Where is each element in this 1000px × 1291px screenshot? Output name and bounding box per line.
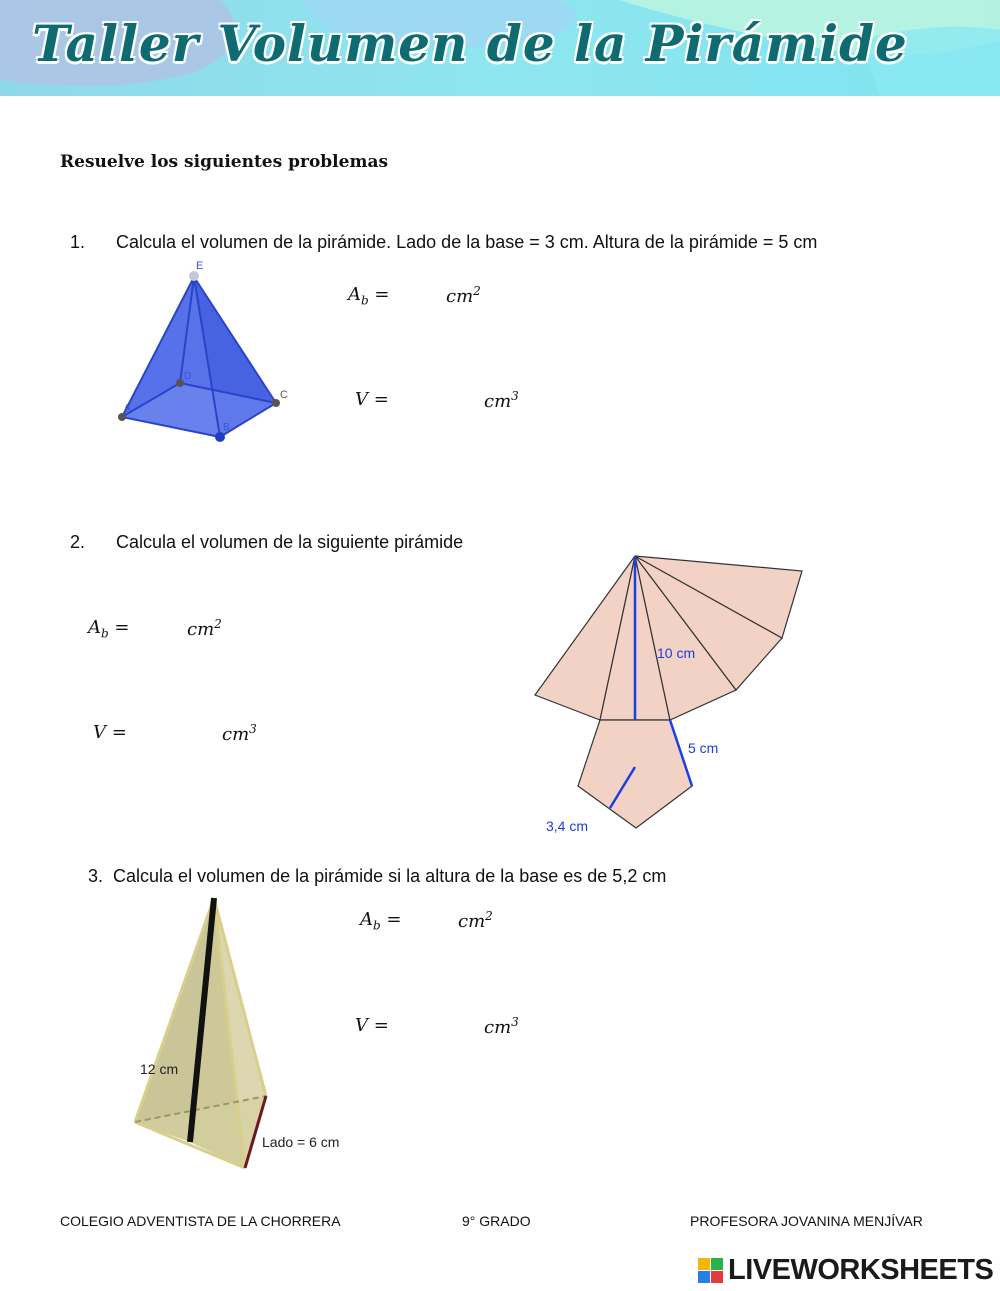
problem-2-volume-unit: $cm^3$ (222, 722, 257, 745)
liveworksheets-logo-icon (698, 1258, 724, 1284)
problem-1-pyramid-figure (110, 255, 310, 455)
vertex-label-c: C (280, 389, 288, 401)
page-title: Taller Volumen de la Pirámide (32, 14, 908, 73)
problem-1-volume-formula: V = (355, 389, 389, 410)
net-side-label: 5 cm (688, 740, 719, 756)
header-banner (0, 0, 1000, 96)
problem-2-net-figure (520, 545, 820, 845)
problem-3-area-formula: $A_b$ = (360, 909, 402, 933)
vertex-label-d: D (184, 371, 192, 382)
net-height-label: 10 cm (657, 645, 696, 661)
net-apothem-label: 3,4 cm (546, 818, 589, 834)
problem-1-number: 1. (70, 232, 86, 252)
liveworksheets-brand: LIVEWORKSHEETS (728, 1254, 994, 1286)
liveworksheets-logo[interactable] (698, 1254, 993, 1287)
problem-3-area-unit: $cm^2$ (458, 909, 493, 932)
problem-2-statement (70, 532, 463, 553)
problem-2-number: 2. (70, 532, 86, 552)
vertex-label-b: B (223, 422, 230, 433)
problem-3-statement (88, 866, 666, 887)
problem-2-area-unit: $cm^2$ (187, 617, 222, 640)
footer-school: COLEGIO ADVENTISTA DE LA CHORRERA (60, 1213, 341, 1229)
instructions: Resuelve los siguientes problemas (60, 152, 389, 172)
problem-3-number: 3. (88, 866, 104, 886)
problem-1-text: Calcula el volumen de la pirámide. Lado de la base = 3 cm. Altura de la pirámide = 5 cm (116, 232, 818, 252)
footer-teacher: PROFESORA JOVANINA MENJÍVAR (690, 1213, 923, 1229)
pyramid-height-label: 12 cm (140, 1061, 179, 1077)
problem-2-text: Calcula el volumen de la siguiente pirámide (116, 532, 464, 552)
problem-3-pyramid-figure (130, 892, 370, 1177)
problem-2-area-formula: $A_b$ = (88, 617, 130, 641)
vertex-label-a: A (124, 403, 131, 414)
problem-2-volume-formula: V = (93, 722, 127, 743)
problem-1-statement (70, 232, 817, 253)
footer-grade: 9° GRADO (462, 1213, 531, 1229)
problem-1-area-unit: $cm^2$ (446, 284, 481, 307)
problem-3-text: Calcula el volumen de la pirámide si la altura de la base es de 5,2 cm (113, 866, 667, 886)
pyramid-side-label: Lado = 6 cm (262, 1134, 340, 1150)
problem-3-volume-formula: V = (355, 1015, 389, 1036)
problem-3-volume-unit: $cm^3$ (484, 1015, 519, 1038)
problem-1-volume-unit: $cm^3$ (484, 389, 519, 412)
problem-1-area-formula: $A_b$ = (348, 284, 390, 308)
vertex-label-e: E (196, 260, 204, 272)
